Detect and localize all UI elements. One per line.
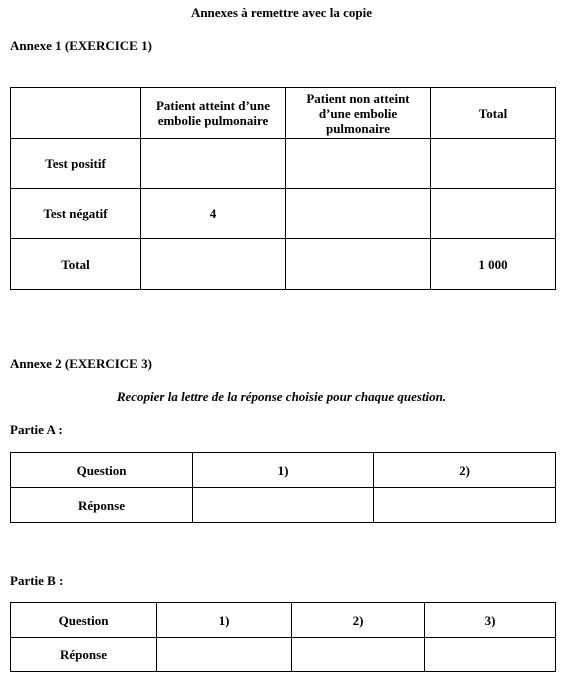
page-title: Annexes à remettre avec la copie: [190, 5, 373, 20]
header-col-non-atteint: Patient non atteint d’une embolie pulmonaire: [286, 88, 431, 139]
partie-b-answer-2[interactable]: [292, 638, 425, 672]
partie-a-reponse-label: Réponse: [11, 488, 193, 523]
partie-a-answer-2[interactable]: [374, 488, 556, 523]
annexe2-instruction: Recopier la lettre de la réponse choisie pour chaque question.: [116, 389, 447, 404]
partie-b-question-3: 3): [425, 603, 556, 638]
partie-b-answer-3[interactable]: [425, 638, 556, 672]
partie-b-reponse-label: Réponse: [11, 638, 157, 672]
cell-total-total[interactable]: 1 000: [431, 239, 556, 290]
partie-a-table: [10, 452, 556, 523]
table-row: [11, 139, 556, 189]
cell-total-non-atteint[interactable]: [286, 239, 431, 290]
cell-total-atteint[interactable]: [141, 239, 286, 290]
table-row: [11, 603, 556, 638]
partie-a-label: Partie A :: [10, 422, 63, 437]
table-row: [11, 488, 556, 523]
row-label-test-positif: Test positif: [11, 139, 141, 189]
header-empty-cell: [11, 88, 141, 139]
cell-positif-total[interactable]: [431, 139, 556, 189]
table-row: [11, 189, 556, 239]
cell-positif-atteint[interactable]: [141, 139, 286, 189]
header-col-atteint: Patient atteint d’une embolie pulmonaire: [141, 88, 286, 139]
cell-negatif-non-atteint[interactable]: [286, 189, 431, 239]
cell-positif-non-atteint[interactable]: [286, 139, 431, 189]
table-row: [11, 453, 556, 488]
row-label-test-negatif: Test négatif: [11, 189, 141, 239]
annexe1-table: [10, 87, 556, 290]
partie-a-question-1: 1): [193, 453, 374, 488]
annexe1-heading: Annexe 1 (EXERCICE 1): [10, 38, 152, 53]
partie-b-question-2: 2): [292, 603, 425, 638]
partie-b-label: Partie B :: [10, 573, 64, 588]
cell-negatif-atteint[interactable]: 4: [141, 189, 286, 239]
partie-a-answer-1[interactable]: [193, 488, 374, 523]
partie-a-question-label: Question: [11, 453, 193, 488]
cell-negatif-total[interactable]: [431, 189, 556, 239]
table-header-row: [11, 88, 556, 139]
annexe2-heading: Annexe 2 (EXERCICE 3): [10, 356, 152, 371]
row-label-total: Total: [11, 239, 141, 290]
partie-b-table: [10, 602, 556, 672]
partie-b-question-label: Question: [11, 603, 157, 638]
header-col-total: Total: [431, 88, 556, 139]
table-row: [11, 638, 556, 672]
partie-b-answer-1[interactable]: [157, 638, 292, 672]
partie-b-question-1: 1): [157, 603, 292, 638]
partie-a-question-2: 2): [374, 453, 556, 488]
table-row: [11, 239, 556, 290]
